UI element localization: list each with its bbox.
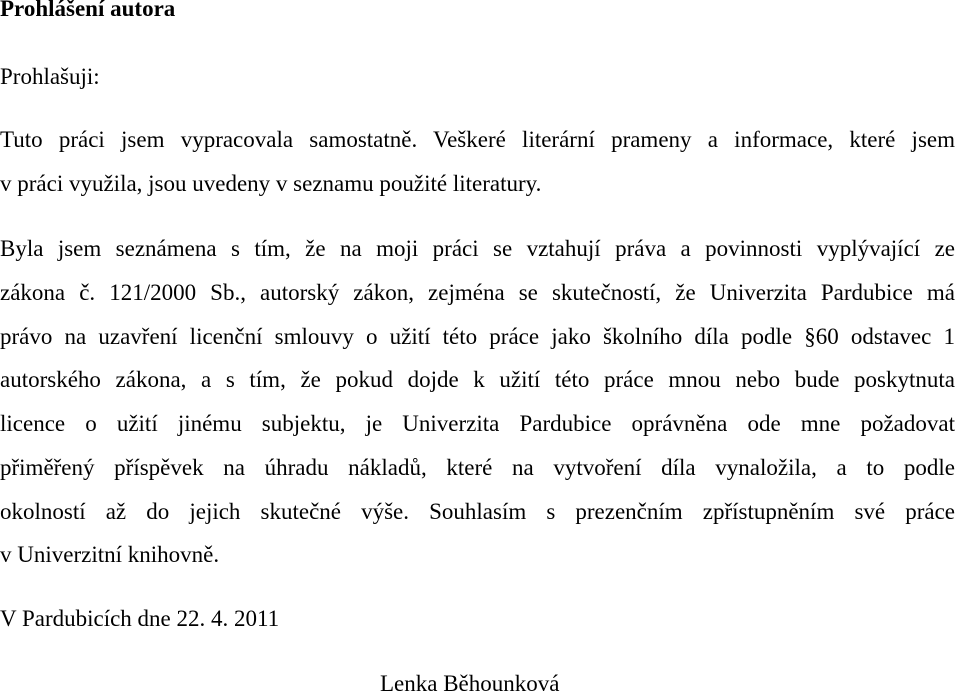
paragraph2-line7: okolností až do jejich skutečné výše. Souhlasím s prezenčním zpřístupněním své práce xyxy=(0,499,955,524)
paragraph1-line2: v práci využila, jsou uvedeny v seznamu použité literatury. xyxy=(0,171,542,196)
paragraph2-line3: právo na uzavření licenční smlouvy o užití této práce jako školního díla podle §60 odstavec 1 xyxy=(0,324,955,349)
paragraph1-line1: Tuto práci jsem vypracovala samostatně. Veškeré literární prameny a informace, které jsem xyxy=(0,127,955,152)
author-signature: Lenka Běhounková xyxy=(380,671,560,696)
paragraph2-line6: přiměřený příspěvek na úhradu nákladů, které na vytvoření díla vynaložila, a to podle xyxy=(0,455,955,480)
paragraph2-line4: autorského zákona, a s tím, že pokud dojde k užití této práce mnou nebo bude poskytnuta xyxy=(0,367,955,392)
place-date: V Pardubicích dne 22. 4. 2011 xyxy=(0,606,280,631)
paragraph2-line1: Byla jsem seznámena s tím, že na moji práci se vztahují práva a povinnosti vyplývající ze xyxy=(0,236,955,261)
page-title: Prohlášení autora xyxy=(0,0,176,21)
paragraph2-line5: licence o užití jinému subjektu, je Univerzita Pardubice oprávněna ode mne požadovat xyxy=(0,411,955,436)
paragraph2-line8: v Univerzitní knihovně. xyxy=(0,542,220,567)
intro-line: Prohlašuji: xyxy=(0,64,100,89)
paragraph2-line2: zákona č. 121/2000 Sb., autorský zákon, zejména se skutečností, že Univerzita Pardubice má xyxy=(0,280,955,305)
